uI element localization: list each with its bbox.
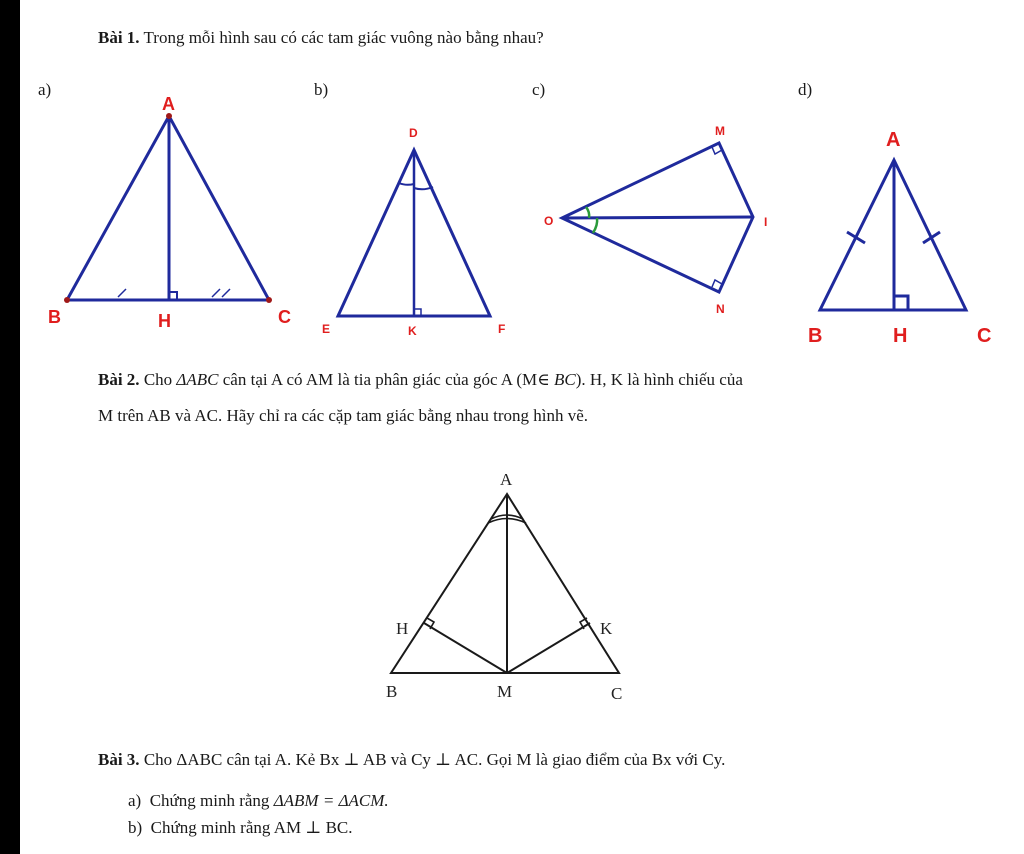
bai1-figures xyxy=(20,0,1024,350)
label-d-C: C xyxy=(977,325,992,347)
label-c-O: O xyxy=(544,214,554,228)
label-b-D: D xyxy=(409,126,418,140)
document-page xyxy=(20,0,1024,854)
bai2-segment-mh xyxy=(424,623,507,673)
label-a-A: A xyxy=(162,94,175,114)
label-c-N: N xyxy=(716,302,725,316)
bai3-item-b xyxy=(128,818,353,838)
label-b-K: K xyxy=(408,324,417,338)
bai2-label-A: A xyxy=(500,470,513,489)
figure-a-tick-hc2 xyxy=(222,289,230,297)
label-b-E: E xyxy=(322,322,331,336)
bai2-bc: BC xyxy=(554,370,576,389)
figure-b-tag: b) xyxy=(314,80,329,99)
bai2-triangle-abc xyxy=(391,494,619,673)
point-a-B xyxy=(64,297,70,303)
figure-a xyxy=(48,94,291,331)
figure-d-right-angle-mark xyxy=(894,296,908,310)
bai3-title: Bài 3. xyxy=(98,750,140,769)
label-a-H: H xyxy=(158,311,171,331)
bai2-line1 xyxy=(98,370,743,390)
bai2-title: Bài 2. xyxy=(98,370,140,389)
bai3-line1 xyxy=(98,750,725,770)
figure-c-diagonal-oi xyxy=(562,217,753,218)
label-b-F: F xyxy=(498,322,506,336)
figure-c-angle-arc-lower xyxy=(593,218,597,233)
bai3-item-a xyxy=(128,791,389,811)
bai3-item-b-marker: b) xyxy=(128,818,143,837)
bai2-segment-mk xyxy=(507,623,590,673)
point-a-C xyxy=(266,297,272,303)
figure-d xyxy=(808,129,991,347)
bai3-item-a-marker: a) xyxy=(128,791,142,810)
figure-c xyxy=(544,124,767,316)
label-d-H: H xyxy=(893,325,908,347)
bai1-question: Trong mỗi hình sau có các tam giác vuông nào bằng nhau? xyxy=(143,28,544,47)
figure-a-tag: a) xyxy=(38,80,52,99)
bai1-title: Bài 1. xyxy=(98,28,140,47)
bai3-text: Cho ΔABC cân tại A. Kẻ Bx ⊥ AB và Cy ⊥ AC. Gọi M là giao điểm của Bx với Cy. xyxy=(143,750,726,769)
label-d-B: B xyxy=(808,325,823,347)
bai2-label-B: B xyxy=(386,682,398,701)
bai2-post: ). H, K là hình chiếu của xyxy=(575,370,743,389)
bai2-mid: cân tại A có AM là tia phân giác của góc A (M∈ xyxy=(218,370,555,389)
bai3-item-b-text: Chứng minh rằng AM ⊥ BC. xyxy=(150,818,353,837)
figure-b xyxy=(322,126,505,338)
label-a-C: C xyxy=(278,307,291,327)
bai2-triangle: ΔABC xyxy=(176,370,219,389)
figure-a-tick-bh xyxy=(118,289,126,297)
bai2-pre: Cho xyxy=(143,370,177,389)
label-a-B: B xyxy=(48,307,61,327)
label-d-A: A xyxy=(886,129,901,151)
bai2-label-H: H xyxy=(396,619,409,638)
figure-b-angle-arc-left xyxy=(399,183,414,185)
bai3-item-a-text: Chứng minh rằng xyxy=(149,791,274,810)
label-c-M: M xyxy=(715,124,725,138)
bai2-figure xyxy=(20,460,1024,720)
bai2-label-K: K xyxy=(600,619,613,638)
bai2-line2: M trên AB và AC. Hãy chỉ ra các cặp tam giác bằng nhau trong hình vẽ. xyxy=(98,406,589,425)
figure-c-angle-arc-upper xyxy=(586,207,589,218)
figure-a-tick-hc xyxy=(212,289,220,297)
bai2-label-M: M xyxy=(497,682,513,701)
bai2-label-C: C xyxy=(611,684,623,703)
figure-b-angle-arc-right xyxy=(414,187,433,189)
figure-d-tag: d) xyxy=(798,80,813,99)
label-c-I: I xyxy=(764,215,768,229)
figure-c-tag: c) xyxy=(532,80,546,99)
bai3-item-a-math: ΔABM = ΔACM. xyxy=(273,791,389,810)
